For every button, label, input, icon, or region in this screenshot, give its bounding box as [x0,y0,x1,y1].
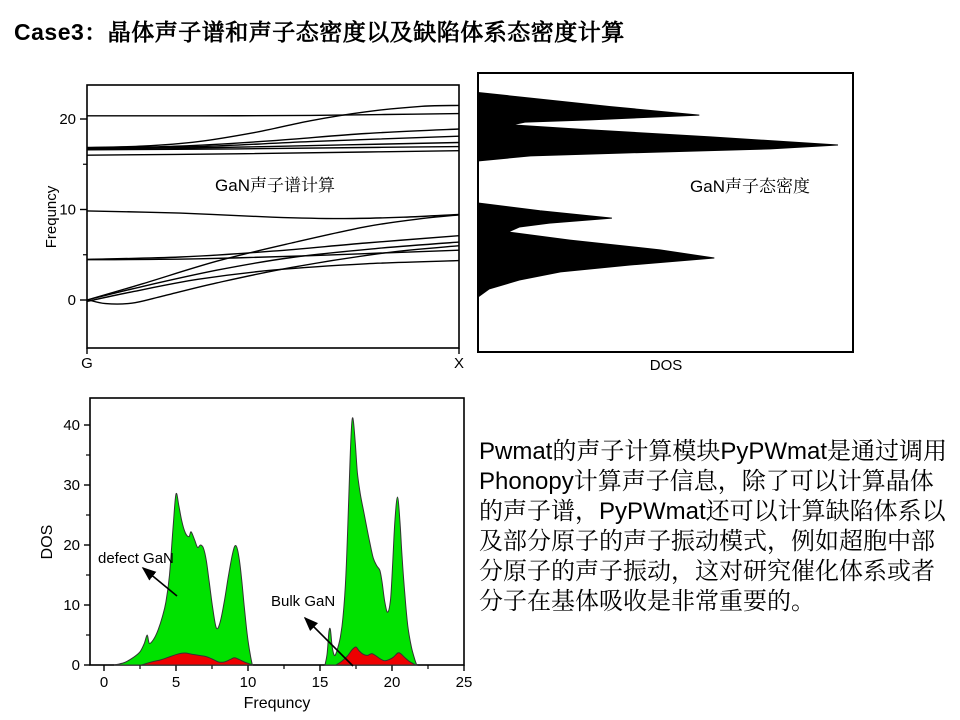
phonon-dos-chart [470,65,865,377]
y-axis-label: DOS [39,524,56,560]
bulk-gan-label: Bulk GaN [271,593,336,610]
band-line [87,261,459,302]
x-tick-label: 10 [239,674,257,691]
x-tick-label: G [81,355,93,372]
y-tick-label: 10 [59,201,76,219]
defect-gan-area [114,493,252,665]
x-axis-label: Frequncy [243,695,311,712]
band-line [87,211,459,219]
plot-label: GaN声子态密度 [690,177,810,196]
band-line [87,246,459,304]
defect-gan-label: defect GaN [98,550,174,567]
defect-dos-chart [30,390,480,720]
x-tick-label: 15 [311,674,329,691]
plot-label: GaN声子谱计算 [215,176,335,195]
x-tick-label: 0 [99,674,109,691]
y-tick-label: 0 [71,657,80,674]
y-tick-label: 10 [63,597,80,614]
y-axis-label: Frequncy [43,185,60,249]
y-tick-label: 40 [63,417,80,434]
x-tick-label: X [453,355,465,372]
x-axis-label: DOS [649,357,683,374]
band-line [87,151,459,156]
x-tick-label: 5 [171,674,181,691]
slide-title: Case3：晶体声子谱和声子态密度以及缺陷体系态密度计算 [14,19,625,45]
y-tick-label: 30 [63,477,80,494]
phonon-band-structure-chart [40,60,470,375]
y-tick-label: 20 [59,111,76,128]
y-tick-label: 20 [63,537,80,554]
x-tick-label: 25 [455,674,473,691]
defect-gan-area [325,418,417,665]
dos-area [478,93,838,161]
description-paragraph: Pwmat的声子计算模块PyPWmat是通过调用Phonopy计算声子信息，除了可以计算晶体的声子谱，PyPWmat还可以计算缺陷体系以及部分原子的声子振动模式，例如超胞中部分原子的声子振动，这对研究催化体系或者分子在基体吸收是非常重要的。 [479,438,948,615]
dos-area [478,203,714,297]
x-tick-label: 20 [383,674,401,691]
y-tick-label: 0 [67,292,76,309]
band-line [87,114,459,116]
